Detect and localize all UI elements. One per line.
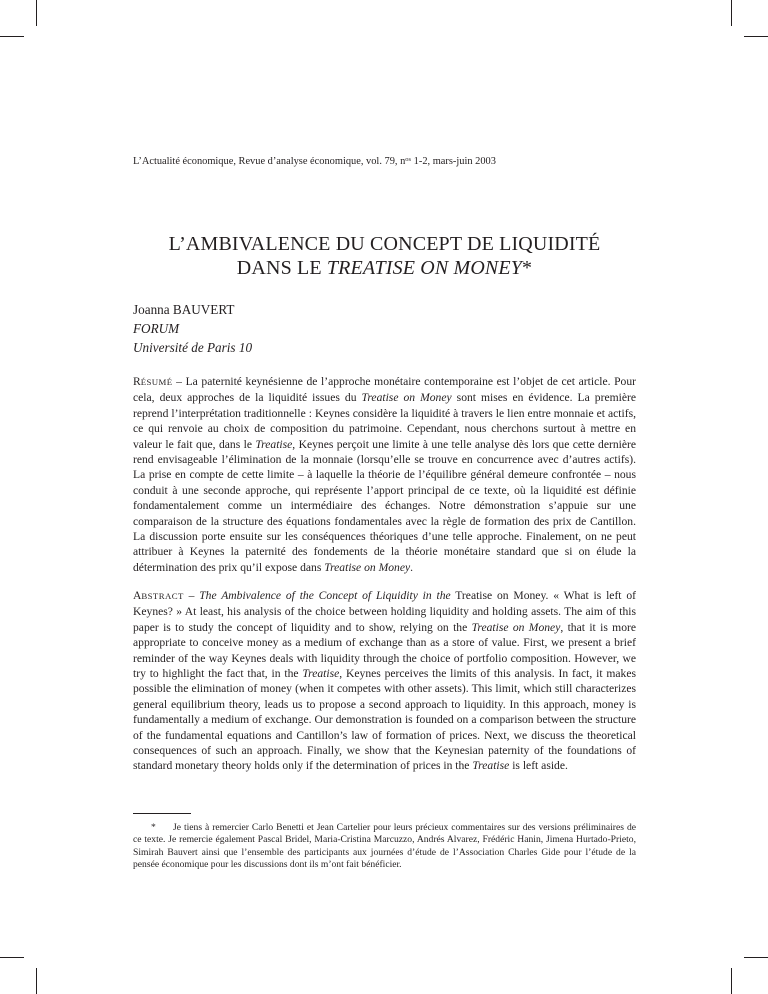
running-head [133,154,636,168]
title-line-2-italic: TREATISE ON MONEY [326,257,523,279]
running-head-text: L’Actualité économique, Revue d’analyse économique, vol. 79, n [133,156,406,167]
crop-mark-bottom-left-vertical [36,968,37,994]
footnote [133,822,636,872]
crop-mark-bottom-left-horizontal [0,957,24,958]
running-head-issue: 1-2, mars-juin 2003 [411,156,496,167]
crop-mark-top-right-vertical [731,0,732,26]
crop-mark-top-left-vertical [36,0,37,26]
running-head-superscript: os [405,156,412,163]
footnote-mark: * [151,822,156,833]
title-line-2 [133,256,636,280]
abstract-paragraph: ABSTRACT – The Ambivalence of the Concept of Liquidity in the Treatise on Money. « What is left of Keynes? » At least, his analysis of the choice between holding liquidity and holding assets. The aim of this paper is to study the concept of liquidity and to show, relying on the Treatise on Money, that it is more appropriate to conceive money as a medium of exchange than as a store of value. First, we present a brief reminder of the way Keynes deals with liquidity through the choice of portfolio composition. However, we try to highlight the fact that, in the Treatise, Keynes perceives the limits of this analysis. In fact, it makes possible the elimination of money (when it competes with other assets). This limit, which still characterizes general equilibrium theory, leads us to propose a second approach to liquidity. In this approach, money is fundamentally a medium of exchange. Our demonstration is founded on a comparison between the structure of the fundamental equations and Cantillon’s law of formation of prices. Next, we discuss the theoretical consequences of such an approach. Finally, we show that the Keynesian paternity of the foundations of standard monetary theory holds only if the determination of prices in the Treatise is left aside. [133,589,636,773]
crop-mark-bottom-right-vertical [731,968,732,994]
title-line-2-prefix: DANS LE [236,257,327,279]
title-line-1: L’AMBIVALENCE DU CONCEPT DE LIQUIDITÉ [168,233,601,255]
abstract-label: ABSTRACT [133,589,184,602]
resume-label: RÉSUMÉ [133,375,173,388]
article-title [133,232,636,280]
footnote-text: Je tiens à remercier Carlo Benetti et Jean Cartelier pour leurs précieux commentaires sur des versions préliminaires de ce texte. Je remercie également Pascal Bridel, Maria-Cristina Marcuzzo, Andrés Alvarez, Frédéric Hanin, Jimena Hurtado-Prieto, Simirah Bauvert ainsi que l’ensemble des participants aux journées d’étude de l’Association Charles Gide pour l’étude de la pensée économique pour les discussions dont ils m’ont fait bénéficier. [133,822,636,871]
crop-mark-bottom-right-horizontal [744,957,768,958]
author-block [133,300,636,357]
footnote-rule [133,813,191,814]
crop-mark-top-left-horizontal [0,36,24,37]
resume-paragraph: RÉSUMÉ – La paternité keynésienne de l’approche monétaire contemporaine est l’objet de cet article. Pour cela, deux approches de la liquidité issues du Treatise on Money sont mises en évidence. La première reprend l’interprétation traditionnelle : Keynes considère la liquidité à travers le lien entre monnaie et actifs, ce qui renvoie au choix de composition du patrimoine. Cependant, nous cherchons surtout à mettre en valeur le fait que, dans le Treatise, Keynes perçoit une limite à une telle analyse dès lors que cette dernière rend envisageable l’élimination de la monnaie (lorsqu’elle se trouve en concurrence avec d’autres actifs). La prise en compte de cette limite – à laquelle la théorie de l’équilibre général demeure confrontée – nous conduit à une seconde approche, qui représente l’apport principal de ce texte, où la liquidité est définie fondamentalement comme un intermédiaire des échanges. Notre démonstration s’appuie sur une comparaison de la structure des équations fondamentales avec la règle de formation des prix de Cantillon. La discussion porte ensuite sur les conséquences théoriques d’une telle approche. Finalement, on ne peut attribuer à Keynes la paternité des fondements de la théorie monétaire standard que si on élude la détermination des prix qu’il expose dans Treatise on Money. [133,375,636,574]
title-footnote-mark: * [522,257,533,279]
crop-mark-top-right-horizontal [744,36,768,37]
author-name: Joanna BAUVERT [133,302,235,317]
author-affiliation-2: Université de Paris 10 [133,340,253,355]
author-affiliation-1: FORUM [133,321,180,336]
